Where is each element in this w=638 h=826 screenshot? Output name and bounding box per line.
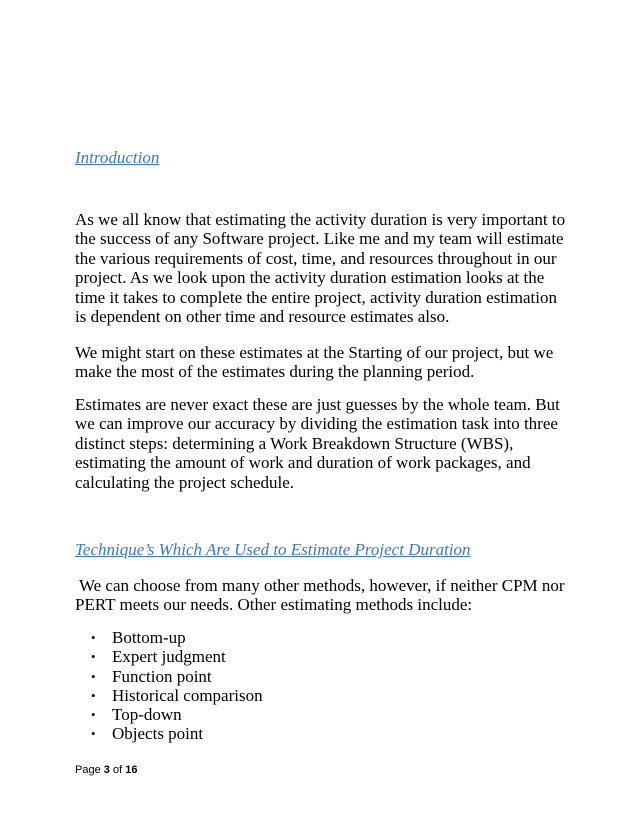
text-line: calculating the project schedule. — [75, 472, 295, 492]
text-line: Estimates are never exact these are just guesses by the whole team. But — [75, 395, 560, 414]
text-line: make the most of the estimates during the planning period. — [75, 362, 475, 382]
page-footer — [75, 764, 137, 776]
list-item — [75, 686, 263, 705]
text-line: We can choose from many other methods, however, if neither CPM nor — [75, 576, 565, 595]
text-line: As we all know that estimating the activity duration is very important to — [75, 210, 566, 229]
text-line: We might start on these estimates at the Starting of our project, but we — [75, 343, 554, 362]
estimating-methods-list — [75, 628, 263, 744]
of-label: of — [112, 764, 123, 776]
methods-intro-paragraph — [75, 576, 575, 615]
list-item-label: Expert judgment — [112, 647, 226, 667]
intro-paragraph-1 — [75, 210, 575, 326]
text-line: distinct steps: determining a Work Breakdown Structure (WBS), — [75, 433, 514, 453]
total-pages-number: 16 — [125, 764, 138, 776]
list-item — [75, 667, 263, 686]
bullet-icon: • — [91, 687, 96, 703]
text-line: estimating the amount of work and duration of work packages, and — [75, 453, 531, 473]
text-line: is dependent on other time and resource estimates also. — [75, 307, 450, 327]
bullet-icon: • — [91, 707, 96, 723]
list-item — [75, 647, 263, 666]
text-line: the success of any Software project. Like me and my team will estimate — [75, 229, 564, 249]
list-item — [75, 724, 263, 743]
list-item-label: Function point — [112, 666, 212, 686]
list-item — [75, 705, 263, 724]
text-line: project. As we look upon the activity duration estimation looks at the — [75, 268, 545, 288]
intro-paragraph-2 — [75, 343, 575, 382]
intro-paragraph-3 — [75, 395, 575, 492]
list-item-label: Historical comparison — [112, 685, 263, 705]
text-line: PERT meets our needs. Other estimating methods include: — [75, 595, 473, 615]
bullet-icon: • — [91, 649, 96, 665]
introduction-heading: Introduction — [75, 148, 160, 167]
page-label: Page — [75, 764, 101, 776]
current-page-number: 3 — [103, 764, 110, 776]
list-item-label: Objects point — [112, 724, 204, 744]
text-line: time it takes to complete the entire project, activity duration estimation — [75, 287, 557, 307]
list-item — [75, 628, 263, 647]
bullet-icon: • — [91, 630, 96, 645]
bullet-icon: • — [91, 726, 96, 742]
techniques-heading: Technique’s Which Are Used to Estimate Project Duration — [75, 540, 471, 559]
text-line: we can improve our accuracy by dividing the estimation task into three — [75, 414, 558, 434]
bullet-icon: • — [91, 668, 96, 684]
list-item-label: Top-down — [112, 705, 182, 725]
text-line: the various requirements of cost, time, and resources throughout in our — [75, 248, 557, 268]
list-item-label: Bottom-up — [112, 628, 186, 647]
